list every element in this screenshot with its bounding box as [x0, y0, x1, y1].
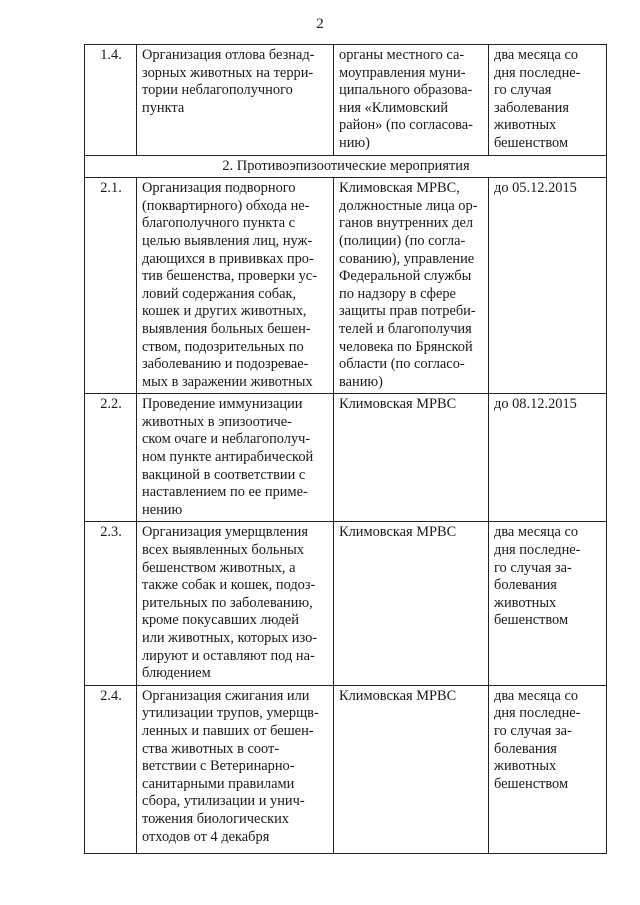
item-number: 2.2. — [85, 394, 137, 522]
item-term: до 05.12.2015 — [489, 178, 607, 394]
item-term: два месяца со дня последне- го случая за- болевания животных бешенством — [489, 522, 607, 685]
section-header-row — [85, 155, 607, 178]
table-row — [85, 522, 607, 685]
page-number: 2 — [316, 16, 324, 32]
table-row — [85, 685, 607, 853]
item-action: Организация подворного (поквартирного) обхода не- благополучного пункта с целью выявления лиц, нуж- дающихся в прививках про- тив бешенства, проверки ус- ловий содержания собак, кошек и других животных, выявления больных бешен- ством, подозрительных по заболеванию и подозревае- мых в заражении животных — [137, 178, 334, 394]
item-responsible: Климовская МРВС — [334, 685, 489, 853]
item-number: 2.1. — [85, 178, 137, 394]
measures-table — [84, 44, 607, 854]
table-row — [85, 394, 607, 522]
item-term: два месяца со дня последне- го случая заболевания животных бешенством — [489, 45, 607, 156]
item-action: Проведение иммунизации животных в эпизоотиче- ском очаге и неблагополуч- ном пункте антирабической вакциной в соответствии с наставлением по ее приме- нению — [137, 394, 334, 522]
item-number: 1.4. — [85, 45, 137, 156]
item-term: два месяца со дня последне- го случая за- болевания животных бешенством — [489, 685, 607, 853]
section-title: 2. Противоэпизоотические мероприятия — [85, 155, 607, 178]
item-term: до 08.12.2015 — [489, 394, 607, 522]
item-number: 2.4. — [85, 685, 137, 853]
item-responsible: Климовская МРВС, должностные лица ор- ганов внутренних дел (полиции) (по согла- сованию), управление Федеральной службы по надзору в сфере защиты прав потреби- телей и благополучия человека по Брянской области (по согласо- ванию) — [334, 178, 489, 394]
table-row — [85, 45, 607, 156]
item-responsible: органы местного са- моуправления муни- ципального образова- ния «Климовский район» (по согласова- нию) — [334, 45, 489, 156]
table-row — [85, 178, 607, 394]
item-number: 2.3. — [85, 522, 137, 685]
item-action: Организация умерщвления всех выявленных больных бешенством животных, а также собак и кошек, подоз- рительных по заболеванию, кроме покусавших людей или животных, которых изо- лируют и оставляют под на- блюдением — [137, 522, 334, 685]
item-action: Организация отлова безнад- зорных животных на терри- тории неблагополучного пункта — [137, 45, 334, 156]
item-responsible: Климовская МРВС — [334, 394, 489, 522]
item-action: Организация сжигания или утилизации трупов, умерщв- ленных и павших от бешен- ства животных в соот- ветствии с Ветеринарно- санитарными правилами сбора, утилизации и унич- тожения биологических отходов от 4 декабря — [137, 685, 334, 853]
item-responsible: Климовская МРВС — [334, 522, 489, 685]
